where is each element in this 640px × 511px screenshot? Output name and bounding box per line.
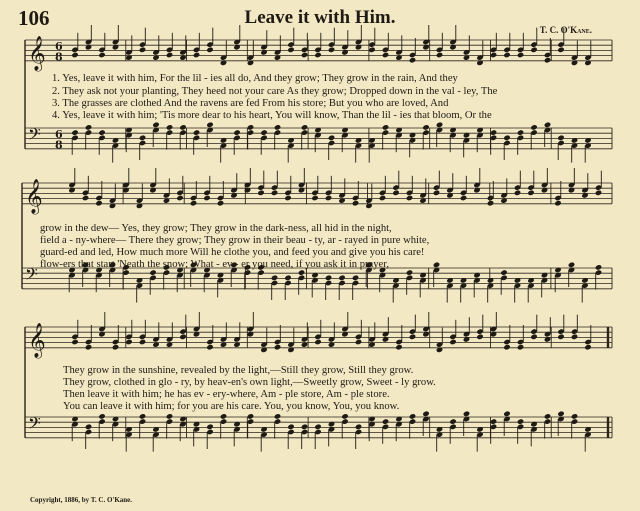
- bass-clef-icon: 𝄢: [28, 413, 41, 437]
- notehead: [85, 424, 92, 430]
- notehead: [395, 344, 402, 350]
- notehead: [517, 129, 524, 135]
- notehead: [325, 275, 332, 281]
- notehead: [179, 124, 186, 130]
- verse-line: 1. Yes, leave it with him, For the lil - ies all do, And they grow; They grow in the rain, And they: [52, 73, 458, 84]
- notehead: [274, 344, 281, 350]
- verse-line: 2. They ask not your planting, They heed not your care As they grow; Dropped down in the val - ley, The: [52, 86, 498, 97]
- verse-line: 3. The grasses are clothed And the ravens are fed From his store; But you who are loved, And: [52, 98, 449, 109]
- notehead: [301, 52, 308, 58]
- verse-line: flow-ers that start 'Neath the snow; What - ev - er you need, if you ask it in prayer,: [40, 259, 390, 270]
- notehead: [517, 344, 524, 350]
- notehead: [71, 129, 78, 135]
- verse-line: You can leave it with him; for you are his care. You, you know, You, you know.: [63, 401, 400, 412]
- notehead: [176, 195, 183, 201]
- notehead: [368, 47, 375, 53]
- notehead: [406, 269, 413, 275]
- verse-line: They grow in the sunshine, revealed by the light,—Still they grow, Still they grow.: [63, 365, 414, 376]
- notehead: [274, 124, 281, 130]
- notehead: [571, 334, 578, 340]
- notehead: [166, 413, 173, 419]
- notehead: [193, 52, 200, 58]
- notehead: [301, 124, 308, 130]
- notehead: [422, 124, 429, 130]
- notehead: [406, 195, 413, 201]
- notehead: [98, 129, 105, 135]
- notehead: [206, 344, 213, 350]
- notehead: [490, 129, 497, 135]
- notehead: [352, 275, 359, 281]
- verse-line: field a - ny-where— There they grow; They grow in their beau - ty, ar - rayed in pure white,: [40, 235, 430, 246]
- notehead: [271, 275, 278, 281]
- notehead: [449, 339, 456, 345]
- notehead: [544, 122, 551, 128]
- notehead: [409, 334, 416, 340]
- notehead: [338, 275, 345, 281]
- notehead: [382, 124, 389, 130]
- notehead: [503, 52, 510, 58]
- verse-line: They grow, clothed in glo - ry, by heav-en's own light,—Sweetly grow, Sweet - ly grow.: [63, 377, 436, 388]
- notehead: [139, 413, 146, 419]
- notehead: [584, 344, 591, 350]
- notehead: [433, 190, 440, 196]
- treble-clef-icon: 𝄞: [25, 179, 43, 214]
- notehead: [314, 339, 321, 345]
- notehead: [325, 195, 332, 201]
- copyright-notice: Copyright, 1886, by T. C. O'Kane.: [30, 496, 133, 504]
- notehead: [233, 129, 240, 135]
- notehead: [544, 57, 551, 63]
- notehead: [179, 334, 186, 340]
- notehead: [193, 129, 200, 135]
- notehead: [260, 129, 267, 135]
- notehead: [517, 52, 524, 58]
- time-signature: 8: [55, 50, 63, 64]
- notehead: [301, 424, 308, 430]
- notehead: [271, 190, 278, 196]
- verse-line: guard-ed and led, How much more Will he clothe you, and feed you and give you his care!: [40, 247, 425, 258]
- notehead: [85, 344, 92, 350]
- notehead: [500, 269, 507, 275]
- notehead: [436, 52, 443, 58]
- notehead: [284, 195, 291, 201]
- notehead: [139, 47, 146, 53]
- notehead: [311, 195, 318, 201]
- bass-clef-icon: 𝄢: [25, 264, 38, 288]
- time-signature: 6: [55, 40, 63, 53]
- notehead: [206, 122, 213, 128]
- verse-line: grow in the dew— Yes, they grow; They grow in the dark-ness, all hid in the night,: [40, 223, 392, 234]
- notehead: [554, 200, 561, 206]
- notehead: [382, 418, 389, 424]
- notehead: [379, 195, 386, 201]
- notehead: [217, 200, 224, 206]
- notehead: [527, 190, 534, 196]
- notehead: [460, 195, 467, 201]
- notehead: [287, 47, 294, 53]
- notehead: [355, 424, 362, 430]
- notehead: [82, 195, 89, 201]
- notehead: [449, 418, 456, 424]
- notehead: [284, 275, 291, 281]
- notehead: [166, 124, 173, 130]
- notehead: [517, 418, 524, 424]
- notehead: [166, 52, 173, 58]
- notehead: [487, 200, 494, 206]
- notehead: [514, 190, 521, 196]
- notehead: [112, 344, 119, 350]
- notehead: [247, 413, 254, 419]
- notehead: [152, 122, 159, 128]
- notehead: [206, 47, 213, 53]
- notehead: [274, 413, 281, 419]
- notehead: [98, 52, 105, 58]
- notehead: [257, 190, 264, 196]
- notehead: [71, 52, 78, 58]
- notehead: [476, 334, 483, 340]
- notehead: [557, 334, 564, 340]
- notehead: [392, 190, 399, 196]
- notehead: [595, 190, 602, 196]
- notehead: [95, 200, 102, 206]
- notehead: [328, 47, 335, 53]
- composer-credit: T. C. O'Kane.: [539, 25, 592, 35]
- notehead: [409, 57, 416, 63]
- time-signature: 6: [55, 128, 63, 141]
- notehead: [203, 195, 210, 201]
- notehead: [247, 124, 254, 130]
- treble-clef-icon: 𝄞: [28, 36, 46, 71]
- notehead: [557, 135, 564, 141]
- verse-line: Then leave it with him; he has ev - ery-where, Am - ple store, Am - ple store.: [63, 389, 390, 400]
- notehead: [314, 424, 321, 430]
- notehead: [328, 135, 335, 141]
- notehead: [490, 418, 497, 424]
- notehead: [71, 339, 78, 345]
- notehead: [149, 269, 156, 275]
- notehead: [139, 339, 146, 345]
- page-number: 106: [18, 6, 50, 30]
- notehead: [125, 339, 132, 345]
- notehead: [139, 135, 146, 141]
- notehead: [530, 124, 537, 130]
- notehead: [287, 424, 294, 430]
- notehead: [85, 124, 92, 130]
- notehead: [503, 344, 510, 350]
- notehead: [530, 334, 537, 340]
- notehead: [355, 339, 362, 345]
- notehead: [382, 52, 389, 58]
- hymn-title: Leave it with Him.: [244, 7, 396, 28]
- notehead: [220, 413, 227, 419]
- notehead: [409, 413, 416, 419]
- notehead: [503, 135, 510, 141]
- notehead: [490, 52, 497, 58]
- notehead: [436, 122, 443, 128]
- notehead: [298, 269, 305, 275]
- notehead: [530, 47, 537, 53]
- notehead: [98, 413, 105, 419]
- verse-line: 4. Yes, leave it with him; 'Tis more dear to his heart, You will know, Than the lil - ies that bloom, Or the: [52, 110, 492, 121]
- notehead: [352, 200, 359, 206]
- time-signature: 8: [55, 138, 63, 152]
- notehead: [544, 413, 551, 419]
- notehead: [557, 47, 564, 53]
- notehead: [206, 424, 213, 430]
- bass-clef-icon: 𝄢: [28, 124, 41, 148]
- notehead: [341, 413, 348, 419]
- notehead: [571, 413, 578, 419]
- notehead: [314, 52, 321, 58]
- notehead: [190, 200, 197, 206]
- treble-clef-icon: 𝄞: [28, 323, 46, 358]
